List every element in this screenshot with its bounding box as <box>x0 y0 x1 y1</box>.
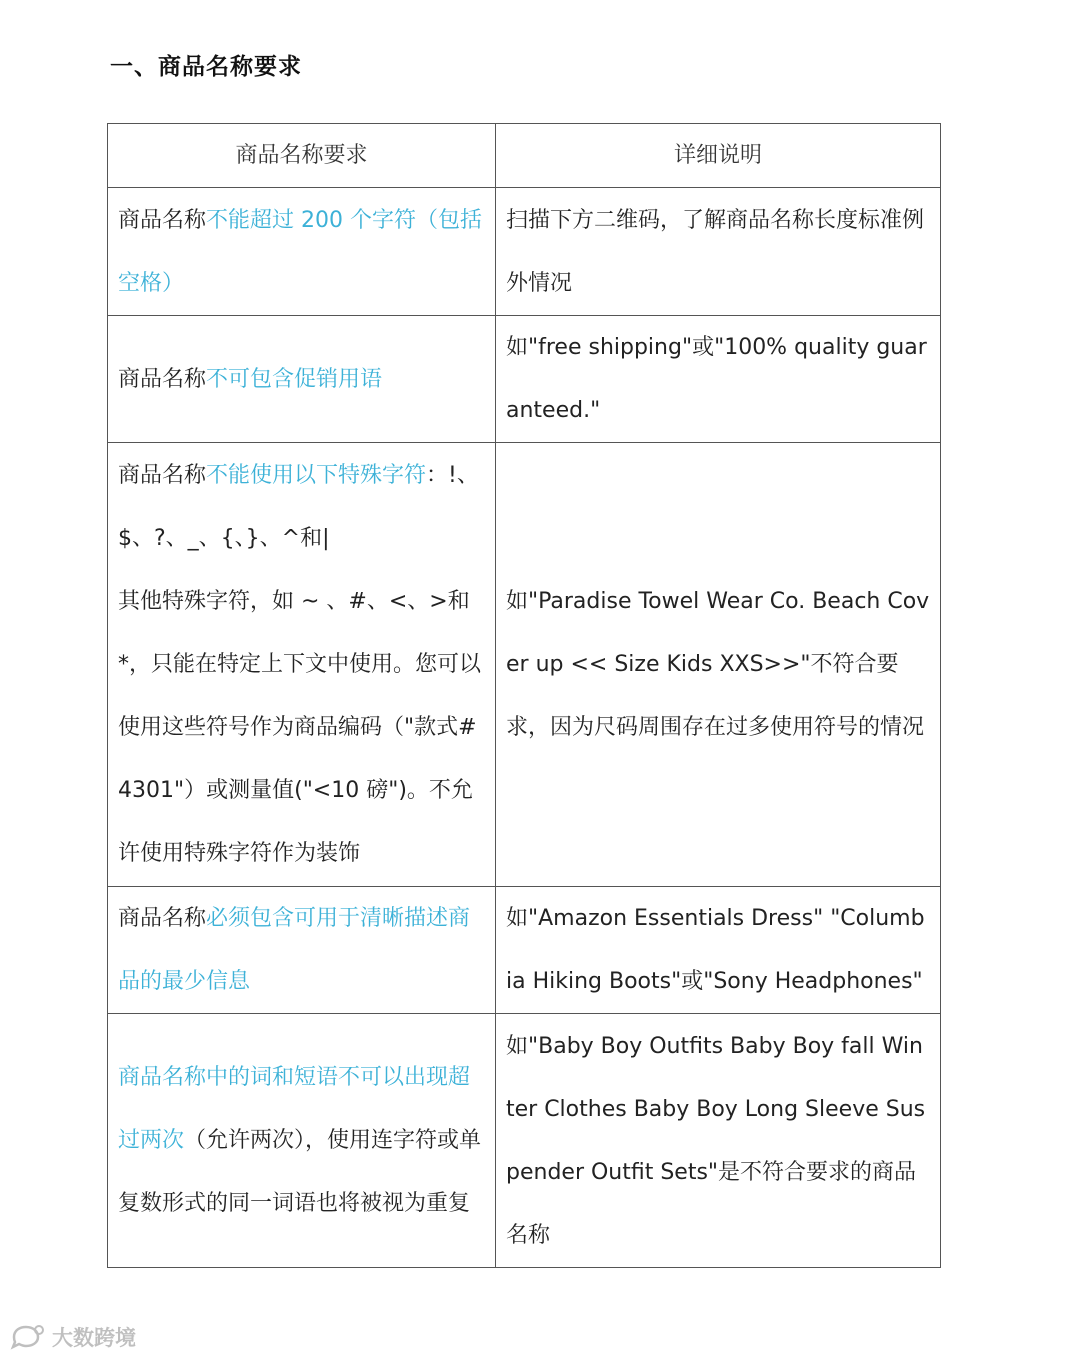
cell-text: 商品名称 <box>118 463 207 488</box>
cell-text: 其他特殊字符，如 ~ 、#、<、>和*，只能在特定上下文中使用。您可以使用这些符号作为商品编码（"款式#4301"）或测量值("<10 磅")。不允许使用特殊字符作为装饰 <box>118 589 482 866</box>
cell-text: 如"Baby Boy Outfits Baby Boy fall Winter Clothes Baby Boy Long Sleeve Suspender Outfit Sets"是不符合要求的商品名称 <box>506 1033 926 1248</box>
cell-text: （允许两次），使用连字符或单复数形式的同一词语也将被视为重复 <box>118 1128 482 1216</box>
table-row <box>108 1014 941 1268</box>
requirement-cell <box>108 188 496 316</box>
table-row <box>108 443 941 887</box>
table-row <box>108 316 941 443</box>
requirement-cell <box>108 887 496 1014</box>
cell-text: 扫描下方二维码，了解商品名称长度标准例外情况 <box>506 207 925 296</box>
cell-highlight-text: 必须包含可用于清晰描述商品的最少信息 <box>118 906 471 994</box>
chat-bubble-logo-icon <box>10 1324 46 1350</box>
cell-highlight-text: 不能使用以下特殊字符 <box>206 463 427 488</box>
cell-highlight-text: 不可包含促销用语 <box>206 366 383 392</box>
cell-text: 商品名称 <box>118 207 207 233</box>
header-details: 详细说明 <box>496 124 941 188</box>
requirements-table <box>107 123 941 1268</box>
table-header-row <box>108 124 941 188</box>
detail-cell <box>496 443 941 887</box>
header-requirement: 商品名称要求 <box>108 124 496 188</box>
watermark <box>10 1322 136 1352</box>
cell-text: 如"Amazon Essentials Dress" "Columbia Hiking Boots"或"Sony Headphones" <box>506 906 925 994</box>
detail-cell <box>496 316 941 443</box>
table-row <box>108 887 941 1014</box>
requirement-cell <box>108 1014 496 1268</box>
detail-cell <box>496 887 941 1014</box>
cell-highlight-text: 不能超过 200 个字符（包括空格） <box>118 207 482 296</box>
requirement-cell <box>108 316 496 443</box>
cell-text: 商品名称 <box>118 906 207 931</box>
detail-cell <box>496 188 941 316</box>
table-row <box>108 188 941 316</box>
detail-cell <box>496 1014 941 1268</box>
cell-highlight-text: 商品名称中的词和短语不可以出现超过两次 <box>118 1065 471 1153</box>
watermark-text: 大数跨境 <box>52 1326 136 1350</box>
cell-text: 如"Paradise Towel Wear Co. Beach Cover up << Size Kids XXS>>"不符合要求，因为尺码周围存在过多使用符号的情况 <box>506 589 930 740</box>
cell-text: 商品名称 <box>118 366 207 392</box>
cell-text: ：!、$、?、_、{、}、^和| <box>118 463 479 551</box>
section-heading: 一、商品名称要求 <box>110 54 302 80</box>
requirement-cell <box>108 443 496 887</box>
cell-text: 如"free shipping"或"100% quality guaranteed." <box>506 335 927 423</box>
